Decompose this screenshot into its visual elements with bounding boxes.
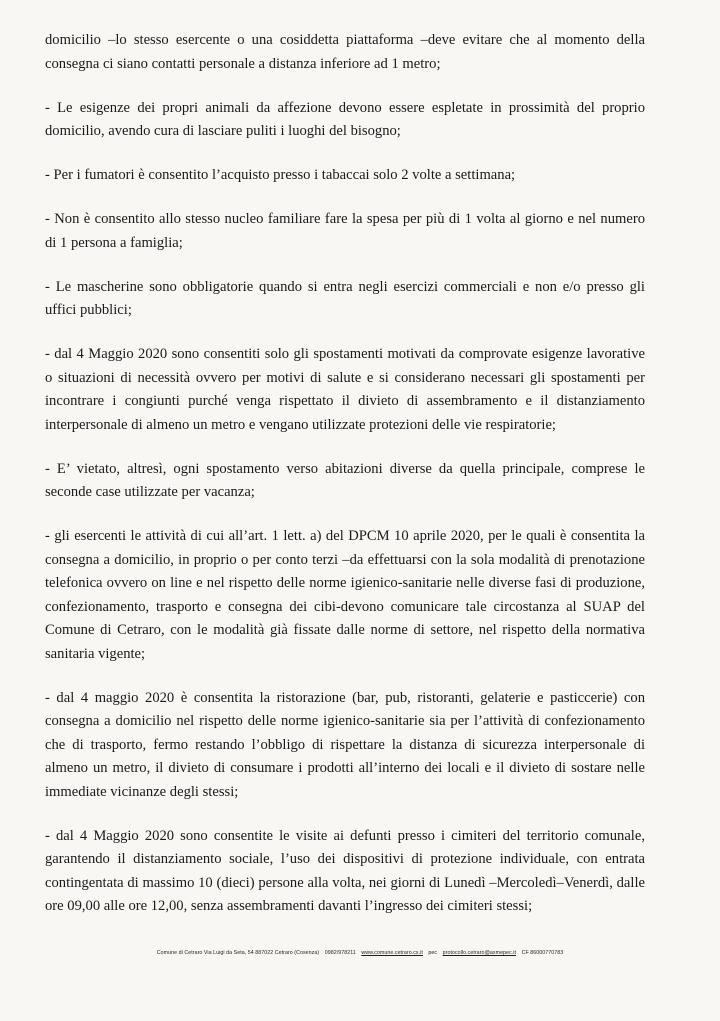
paragraph-movements: - dal 4 Maggio 2020 sono consentiti solo gli spostamenti motivati da comprovate esigenze lavorative o situazioni di necessità ovvero per motivi di salute e si considerano necessari gli spostamenti per incontrare i congiunti purché venga rispettato il divieto di assembramento e il distanziamento interpersonale di almeno un metro e vengano utilizzate protezioni delle vie respiratorie; <box>45 346 645 433</box>
paragraph-pets: - Le esigenze dei propri animali da affezione devono essere espletate in prossimità del proprio domicilio, avendo cura di lasciare puliti i luoghi del bisogno; <box>45 99 645 139</box>
footer-fiscal-code: CF 86000770783 <box>521 950 564 956</box>
paragraph-home-delivery: - gli esercenti le attività di cui all’art. 1 lett. a) del DPCM 10 aprile 2020, per le quali è consentita la consegna a domicilio, in proprio o per conto terzi –da effettuarsi con la sola modalità di prenotazione telefonica ovvero on line e nel rispetto delle norme igienico-sanitarie nelle diverse fasi di produzione, confezionamento, trasporto e consegna dei cibi-devono comunicare tale circostanza al SUAP del Comune di Cetraro, con le modalità già fissate dalle norme di settore, nel rispetto della normativa sanitaria vigente; <box>45 528 645 662</box>
page-footer <box>0 950 720 956</box>
paragraph-restaurants: - dal 4 maggio 2020 è consentita la ristorazione (bar, pub, ristoranti, gelaterie e pasticcerie) con consegna a domicilio nel rispetto delle norme igienico-sanitarie sia per l’attività di confezionamento che di trasporto, fermo restando l’obbligo di rispettare la distanza di sicurezza interpersonale di almeno un metro, il divieto di consumare i prodotti all’interno dei locali e il divieto di sostare nelle immediate vicinanze degli stessi; <box>45 689 645 800</box>
paragraph-cemeteries: - dal 4 Maggio 2020 sono consentite le visite ai defunti presso i cimiteri del territorio comunale, garantendo il distanziamento sociale, l’uso dei dispositivi di protezione individuale, con entrata contingentata di massimo 10 (dieci) persone alla volta, nei giorni di Lunedì –Mercoledì–Venerdì, dalle ore 09,00 alle ore 12,00, senza assembramenti davanti l’ingresso dei cimiteri stessi; <box>45 827 645 914</box>
paragraph-shopping: - Non è consentito allo stesso nucleo familiare fare la spesa per più di 1 volta al giorno e nel numero di 1 persona a famiglia; <box>45 211 645 251</box>
footer-phone: 0982/978211 <box>324 950 356 956</box>
footer-pec-email-link[interactable]: protocollo.cetraro@asmepec.it <box>442 950 517 956</box>
document-body <box>45 29 645 939</box>
paragraph-second-homes: - E’ vietato, altresì, ogni spostamento verso abitazioni diverse da quella principale, comprese le seconde case utilizzate per vacanza; <box>45 460 645 500</box>
paragraph-smokers: - Per i fumatori è consentito l’acquisto presso i tabaccai solo 2 volte a settimana; <box>45 167 516 183</box>
footer-address: Comune di Cetraro Via Luigi da Seta, 54 887022 Cetraro (Cosenza) <box>156 950 320 956</box>
paragraph-delivery-distance: domicilio –lo stesso esercente o una cosiddetta piattaforma –deve evitare che al momento della consegna ci siano contatti personale a distanza inferiore ad 1 metro; <box>45 32 645 72</box>
footer-website-link[interactable]: www.comune.cetraro.cs.it <box>361 950 423 956</box>
footer-pec-label: pec <box>428 950 438 956</box>
paragraph-masks: - Le mascherine sono obbligatorie quando si entra negli esercizi commerciali e non e/o presso gli uffici pubblici; <box>45 278 645 318</box>
